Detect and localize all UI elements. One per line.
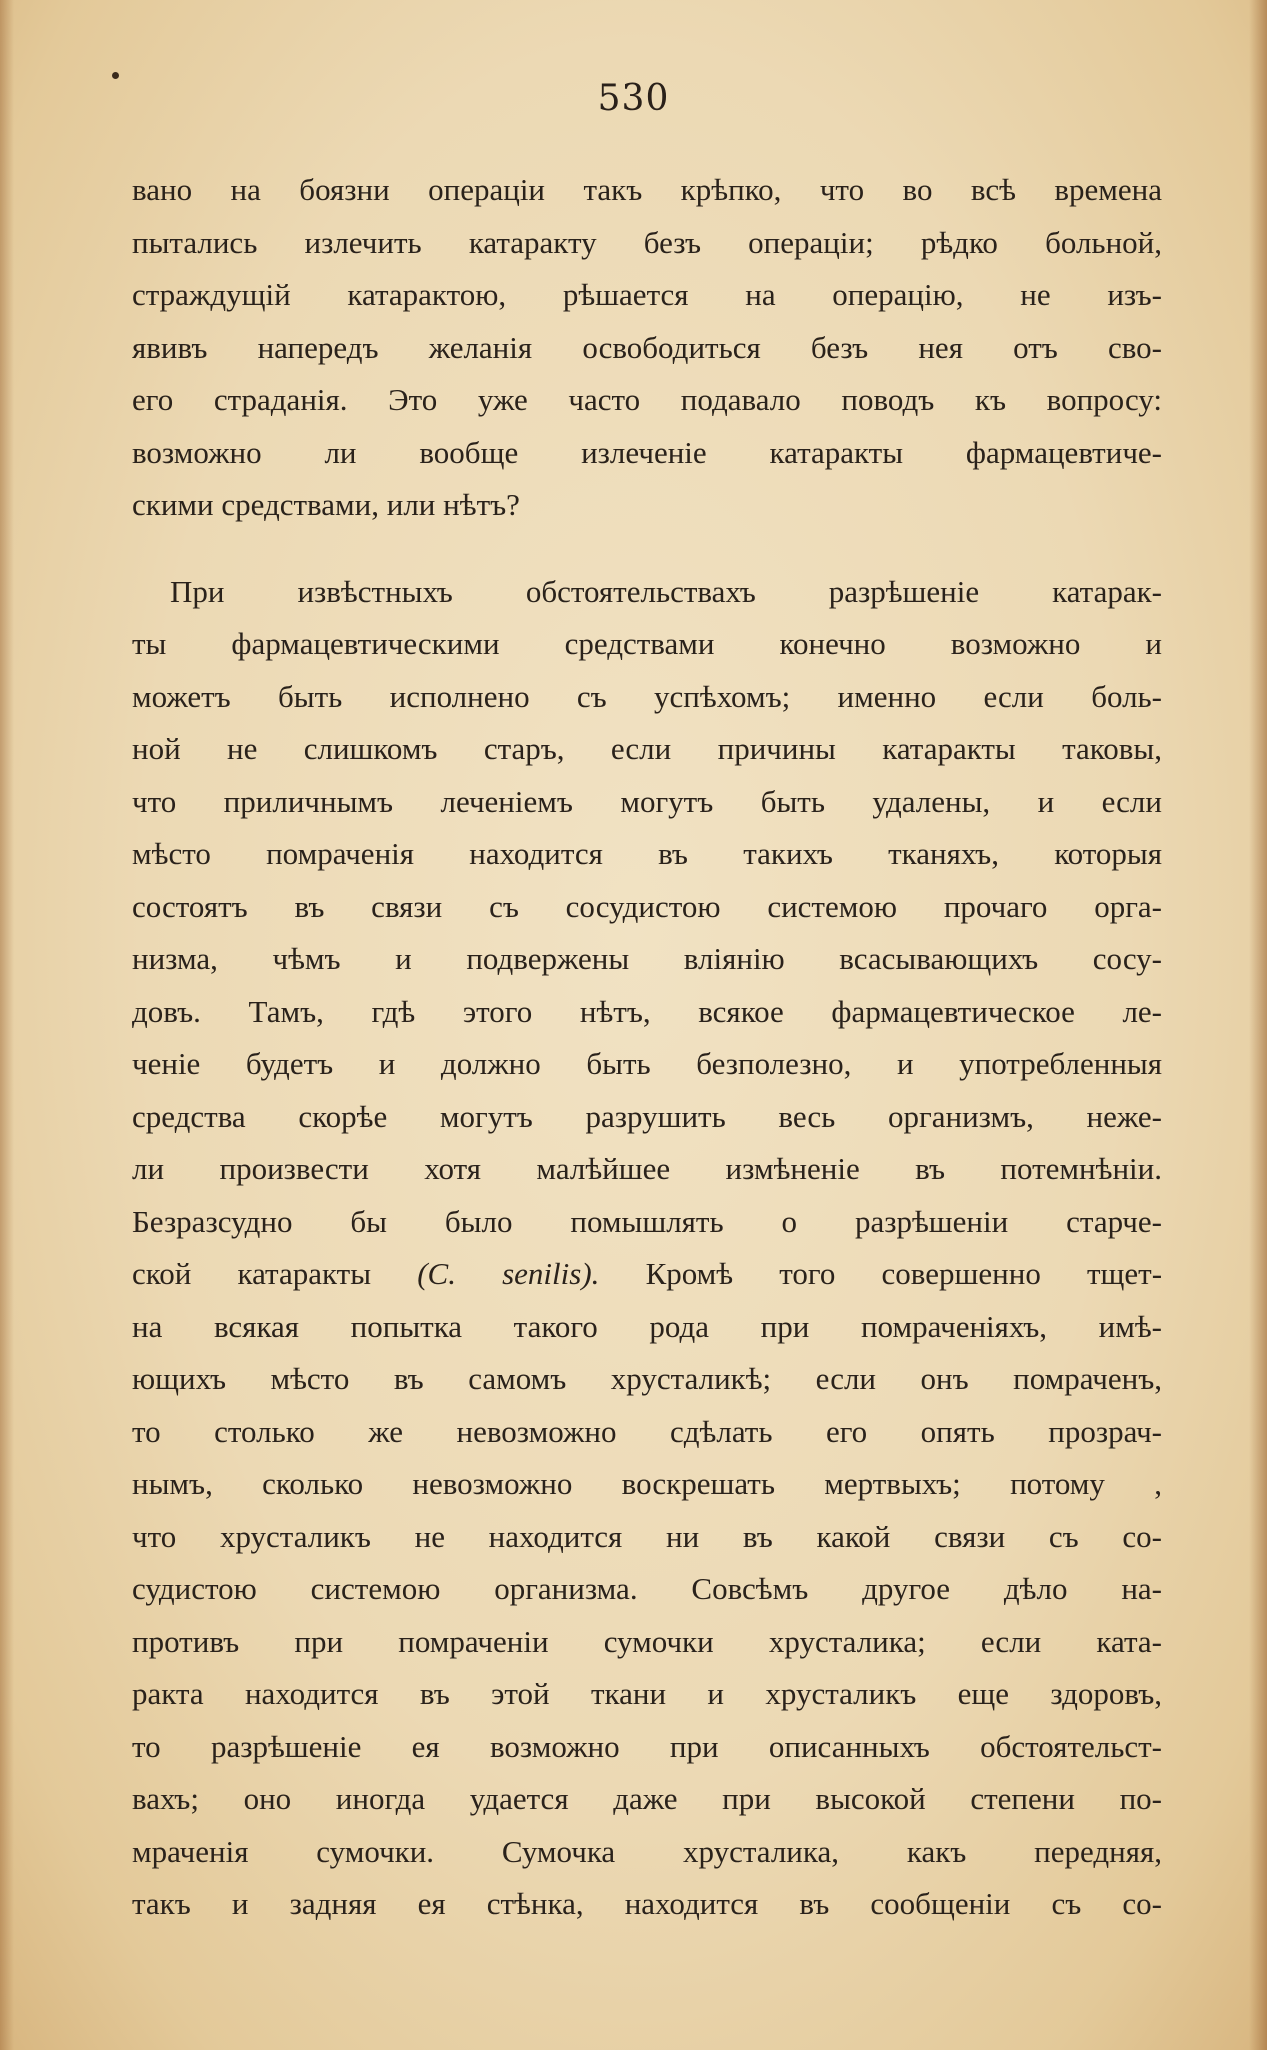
text-line: мраченія сумочки. Сумочка хрусталика, какъ передняя, [132,1833,1162,1869]
text-line: скими средствами, или нѣтъ? [132,487,520,522]
text-line: вано на боязни операціи такъ крѣпко, что во всѣ времена [132,172,1162,207]
text-segment: Кромѣ того совершенно тщет- [645,1256,1162,1291]
page-edge-left [0,0,14,2050]
text-line: ты фармацевтическими средствами конечно возможно и [132,626,1162,661]
text-line: ющихъ мѣсто въ самомъ хрусталикѣ; если онъ помраченъ, [132,1361,1162,1396]
text-line: ной не слишкомъ старъ, если причины катаракты таковы, [132,731,1162,766]
text-line: Безразсудно бы было помышлять о разрѣшеніи старче- [132,1203,1162,1239]
text-line: явивъ напередъ желанія освободиться безъ нея отъ сво- [132,329,1162,365]
page-edge-right [1249,0,1267,2050]
text-line: ли произвести хотя малѣйшее измѣненіе въ потемнѣніи. [132,1151,1162,1186]
text-line: ракта находится въ этой ткани и хрусталикъ еще здоровъ, [132,1676,1162,1711]
text-line: можетъ быть исполнено съ успѣхомъ; именно если боль- [132,678,1162,714]
paragraph-gap [132,532,1162,566]
text-line-mixed [132,1248,1162,1301]
text-segment: ской катаракты [132,1256,372,1291]
text-line: то столько же невозможно сдѣлать его опять прозрач- [132,1413,1162,1449]
text-line: судистою системою организма. Совсѣмъ другое дѣло на- [132,1571,1162,1606]
text-line: средства скорѣе могутъ разрушить весь организмъ, неже- [132,1098,1162,1134]
text-line: вахъ; оно иногда удается даже при высокой степени по- [132,1781,1162,1816]
text-line: мѣсто помраченія находится въ такихъ тканяхъ, которыя [132,836,1162,871]
text-line: пытались излечить катаракту безъ операціи; рѣдко больной, [132,224,1162,260]
text-line: такъ и задняя ея стѣнка, находится въ сообщеніи съ со- [132,1886,1162,1921]
text-line: на всякая попытка такого рода при помраченіяхъ, имѣ- [132,1308,1162,1344]
text-line: низма, чѣмъ и подвержены вліянію всасывающихъ сосу- [132,941,1162,976]
text-line: противъ при помраченіи сумочки хрусталика; если ката- [132,1623,1162,1659]
page-number: 530 [597,78,670,119]
text-line: страждущій катарактою, рѣшается на операцію, не изъ- [132,277,1162,312]
text-line: его страданія. Это уже часто подавало поводъ къ вопросу: [132,382,1162,417]
text-line: состоятъ въ связи съ сосудистою системою прочаго орга- [132,888,1162,924]
text-line: что приличнымъ леченіемъ могутъ быть удалены, и если [132,783,1162,819]
text-line: то разрѣшеніе ея возможно при описанныхъ обстоятельст- [132,1728,1162,1764]
text-line: довъ. Тамъ, гдѣ этого нѣтъ, всякое фармацевтическое ле- [132,993,1162,1029]
latin-term: (C. senilis). [417,1256,600,1291]
text-line: возможно ли вообще излеченіе катаракты фармацевтиче- [132,434,1162,470]
text-line: что хрусталикъ не находится ни въ какой связи съ со- [132,1518,1162,1554]
text-line: нымъ, сколько невозможно воскрешать мертвыхъ; потому , [132,1466,1162,1501]
text-line: ченіе будетъ и должно быть безполезно, и употребленныя [132,1046,1162,1081]
text-line: При извѣстныхъ обстоятельствахъ разрѣшеніе катарак- [170,573,1162,609]
body-text [132,164,1162,1931]
